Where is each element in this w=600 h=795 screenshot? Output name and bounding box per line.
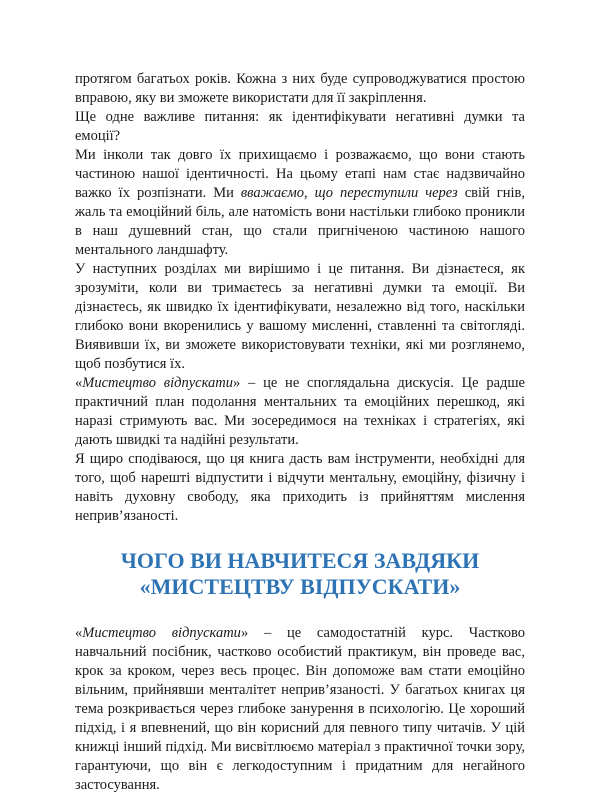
page-body: [75, 70, 525, 795]
paragraph-3-text-a: Ми інколи так довго їх прихищаємо і розважаємо, що вони стають частиною нашої ідентичності. На цьому етапі нам стає надзвичайно важко їх розпізнати. Ми: [75, 147, 525, 201]
paragraph-7-text: » – це самодостатній курс. Частково навчальний посібник, частково особистий практикум, він проведе вас, крок за кроком, через весь процес. Він допоможе вам стати емоційно вільним, прийнявши менталітет неприв’язаності. У багатьох книгах ця тема розкривається через глибоке занурення в психологію. Це хороший підхід, і я впевнений, що він корисний для певного типу читачів. У цій книжці інший підхід. Ми висвітлюємо матеріал з практичної точки зору, гарантуючи, що він є легкодоступним і придатним для негайного застосування.: [75, 625, 525, 793]
paragraph-6: Я щиро сподіваюся, що ця книга дасть вам інструменти, необхідні для того, щоб нарешті відпустити і відчути ментальну, емоційну, фізичну і навіть духовну свободу, яка приходить із прийняттям мислення неприв’язаності.: [75, 451, 525, 524]
section-heading-line-2: «МИСТЕЦТВУ ВІДПУСКАТИ»: [139, 574, 461, 599]
section-heading: [75, 548, 525, 600]
paragraph-7-open-quote: «: [75, 625, 83, 641]
paragraph-1: протягом багатьох років. Кожна з них буде супроводжуватися простою вправою, яку ви зможете використати для її закріплення.: [75, 71, 525, 106]
paragraph-7: [75, 624, 525, 795]
paragraph-5-text: » – це не споглядальна дискусія. Це радше практичний план подолання ментальних та емоційних перешкод, які наразі стримують вас. Ми зосередимося на техніках і стратегіях, які дають швидкі та надійні результати.: [75, 375, 525, 448]
paragraph-5: [75, 374, 525, 450]
paragraph-3-emphasis: вважаємо, що переступили через: [240, 185, 458, 201]
paragraph-3-text-b: свій гнів, жаль та емоційний біль, але натомість вони настільки глибоко проникли в наш душевний стан, що стали пригніченою частиною нашого ментального ландшафту.: [75, 185, 525, 258]
paragraph-5-open-quote: «: [75, 375, 83, 391]
section-heading-line-1: ЧОГО ВИ НАВЧИТЕСЯ ЗАВДЯКИ: [120, 548, 480, 573]
paragraph-7-book-title: Мистецтво відпускати: [82, 625, 241, 641]
paragraph-5-book-title: Мистецтво відпускати: [82, 375, 233, 391]
paragraph-2: Ще одне важливе питання: як ідентифікувати негативні думки та емоції?: [75, 109, 525, 144]
paragraph-4: У наступних розділах ми вирішимо і це питання. Ви дізнаєтеся, як зрозуміти, коли ви тримаєтесь за негативні думки та емоції. Ви дізнаєтесь, як швидко їх ідентифікувати, незалежно від того, наскільки глибоко вони вкоренились у вашому мисленні, ставленні та світогляді. Виявивши їх, ви зможете використовувати техніки, які ми розглянемо, щоб позбутися їх.: [75, 261, 525, 372]
paragraph-3: [75, 146, 525, 260]
